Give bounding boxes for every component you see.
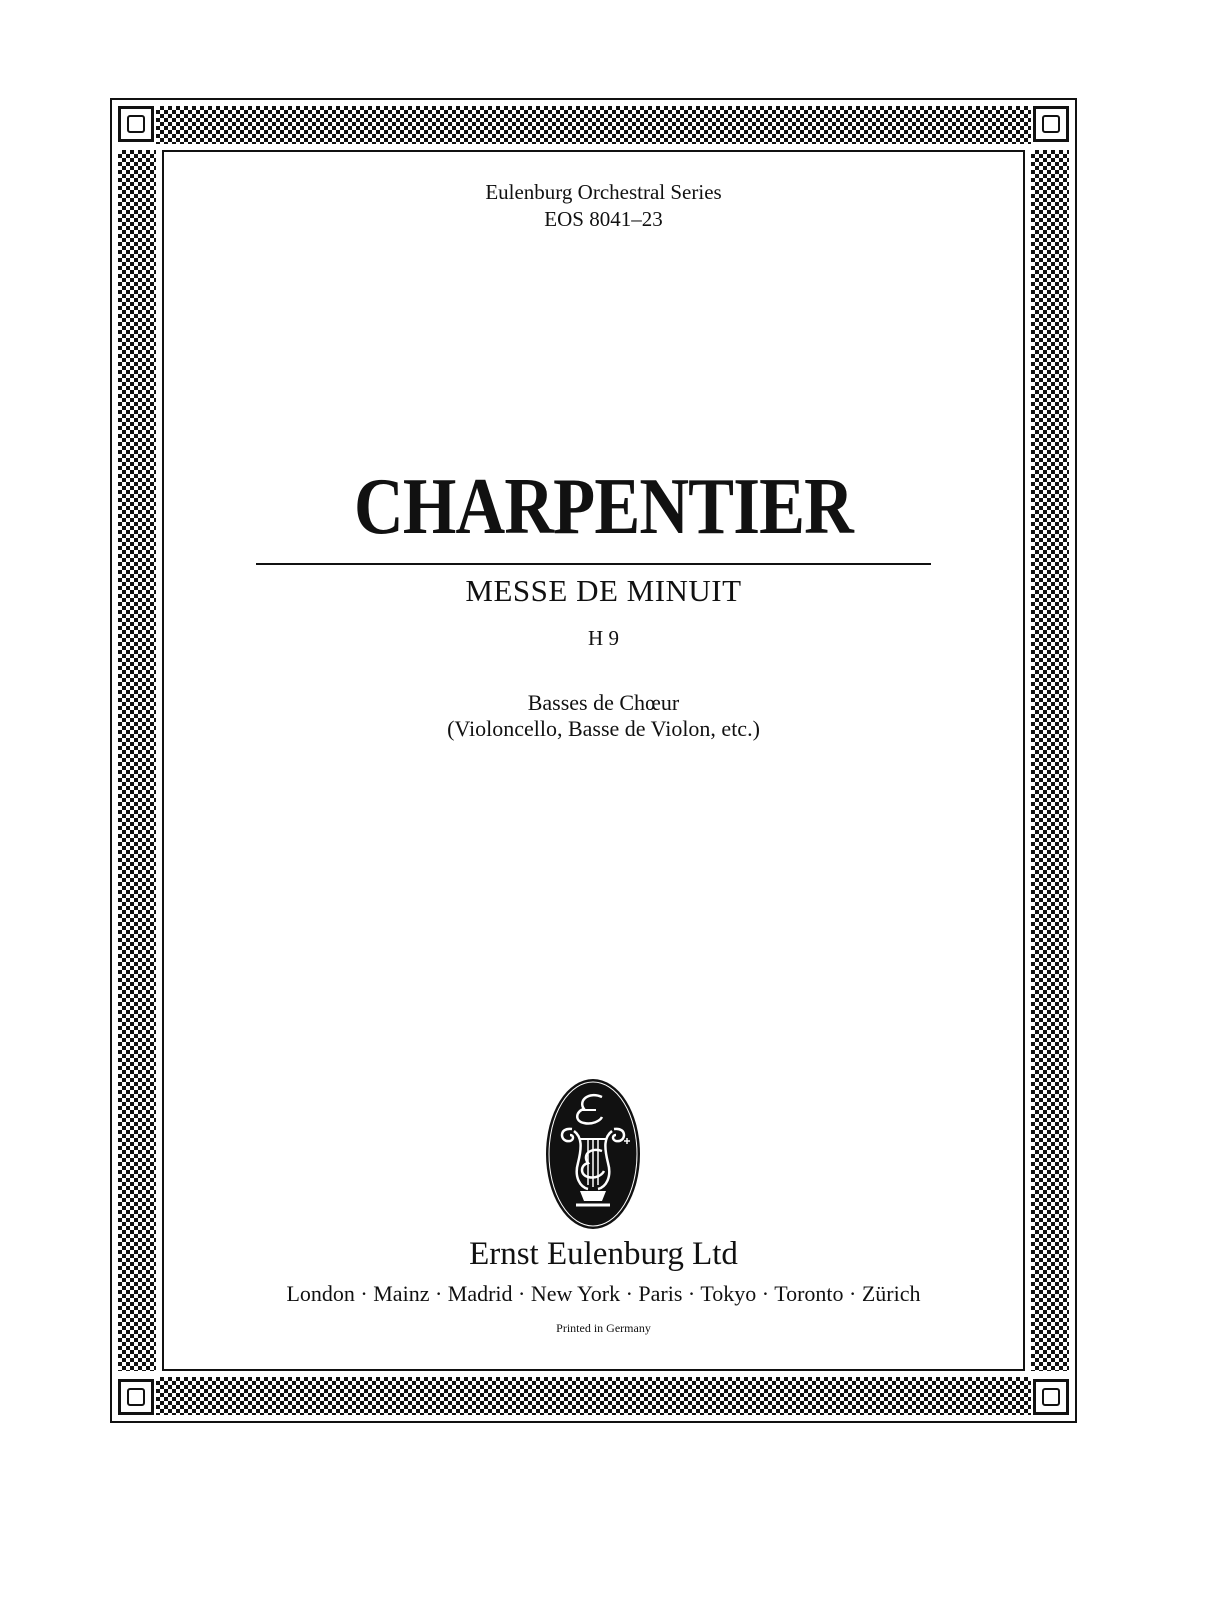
- corner-ornament-icon: [1033, 106, 1069, 142]
- series-name: Eulenburg Orchestral Series: [485, 180, 722, 204]
- title-divider: [256, 563, 931, 565]
- border-pattern-bottom: [156, 1377, 1031, 1415]
- border-pattern-top: [156, 106, 1031, 144]
- corner-ornament-icon: [118, 1379, 154, 1415]
- part-instruments: (Violoncello, Basse de Violon, etc.): [447, 716, 760, 741]
- border-pattern-left: [118, 150, 156, 1371]
- work-title: MESSE DE MINUIT: [465, 573, 742, 608]
- border-pattern-right: [1031, 150, 1069, 1371]
- corner-ornament-icon: [1033, 1379, 1069, 1415]
- corner-ornament-icon: [118, 106, 154, 142]
- series-number: EOS 8041–23: [544, 207, 663, 231]
- printed-in-note: Printed in Germany: [556, 1321, 651, 1335]
- part-name: Basses de Chœur: [527, 690, 680, 715]
- catalog-number: H 9: [588, 626, 619, 650]
- publisher-name: Ernst Eulenburg Ltd: [469, 1236, 738, 1272]
- eulenburg-lyre-logo-icon: [544, 1077, 642, 1231]
- composer-name: CHARPENTIER: [354, 463, 853, 551]
- publisher-cities: London · Mainz · Madrid · New York · Paris · Tokyo · Toronto · Zürich: [286, 1281, 921, 1306]
